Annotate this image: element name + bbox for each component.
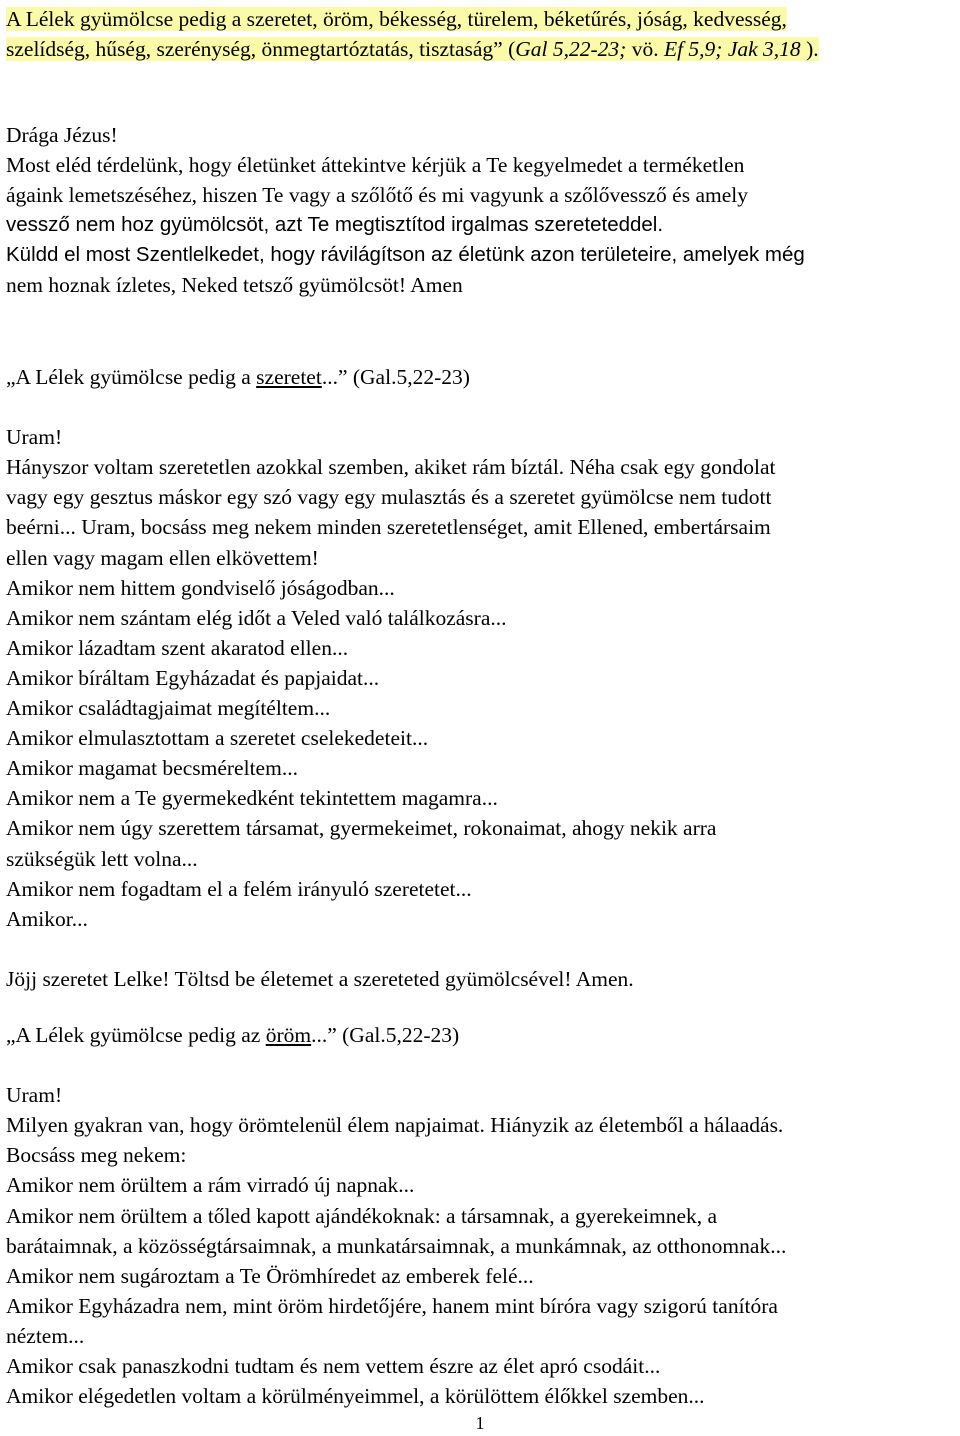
prayer-line: Hányszor voltam szeretetlen azokkal szemben, akiket rám bíztál. Néha csak egy gondolat bbox=[6, 455, 776, 480]
closing-line: Jöjj szeretet Lelke! Töltsd be életemet a szereteted gyümölcsével! Amen. bbox=[6, 966, 634, 991]
list-item: Amikor nem szántam elég időt a Veled való találkozásra... bbox=[6, 605, 507, 630]
prayer-line: ágaink lemetszéséhez, hiszen Te vagy a szőlőtő és mi vagyunk a szőlővessző és amely bbox=[6, 183, 749, 208]
list-item: Amikor nem hittem gondviselő jóságodban... bbox=[6, 575, 395, 600]
scripture-reference: Gal 5,22-23; bbox=[515, 37, 627, 62]
list-item: Amikor... bbox=[6, 906, 88, 931]
greeting: Uram! bbox=[6, 425, 63, 450]
prayer-line: vessző nem hoz gyümölcsöt, azt Te megtisztítod irgalmas szereteteddel. bbox=[6, 213, 664, 237]
list-item: Amikor nem örültem a rám virradó új napnak... bbox=[6, 1173, 415, 1198]
prayer-line: Küldd el most Szentlelkedet, hogy rávilágítson az életünk azon területeire, amelyek még bbox=[6, 243, 805, 267]
underlined-keyword: szeretet bbox=[256, 365, 322, 389]
intro-quote bbox=[6, 4, 819, 64]
list-item: Amikor csak panaszkodni tudtam és nem vettem észre az élet apró csodáit... bbox=[6, 1354, 661, 1379]
section-heading: „A Lélek gyümölcse pedig a szeretet...” (Gal.5,22-23) bbox=[6, 365, 470, 389]
section-heading: „A Lélek gyümölcse pedig az öröm...” (Gal.5,22-23) bbox=[6, 1023, 460, 1047]
section-love bbox=[6, 362, 776, 994]
greeting: Drága Jézus! bbox=[6, 123, 118, 147]
underlined-keyword: öröm bbox=[265, 1023, 312, 1047]
list-item: Amikor elégedetlen voltam a körülményeimmel, a körülöttem élőkkel szemben... bbox=[6, 1384, 705, 1409]
list-item: Amikor nem sugároztam a Te Örömhíredet az emberek felé... bbox=[6, 1263, 534, 1288]
list-item: néztem... bbox=[6, 1323, 85, 1348]
list-item: Amikor Egyházadra nem, mint öröm hirdetőjére, hanem mint bíróra vagy szigorú tanítóra bbox=[6, 1293, 778, 1318]
highlighted-text: szelídség, hűség, szerénység, önmegtartóztatás, tisztaság” (Gal 5,22-23; vö. Ef 5,9; Jak 3,18 ). bbox=[6, 37, 819, 62]
prayer-line: nem hoznak ízletes, Neked tetsző gyümölcsöt! Amen bbox=[6, 273, 463, 298]
list-item: Amikor bíráltam Egyházadat és papjaidat... bbox=[6, 665, 380, 690]
list-item: Amikor lázadtam szent akaratod ellen... bbox=[6, 635, 349, 660]
prayer-intro bbox=[6, 120, 805, 301]
list-item: Amikor nem a Te gyermekedként tekintettem magamra... bbox=[6, 786, 498, 811]
list-item: Amikor nem úgy szerettem társamat, gyermekeimet, rokonaimat, ahogy nekik arra bbox=[6, 816, 717, 841]
scripture-reference: Ef 5,9; Jak 3,18 bbox=[663, 37, 801, 62]
list-item: Amikor nem fogadtam el a felém irányuló szeretetet... bbox=[6, 876, 472, 901]
prayer-line: Milyen gyakran van, hogy örömtelenül élem napjaimat. Hiányzik az életemből a hálaadás. bbox=[6, 1113, 784, 1138]
page-number: 1 bbox=[475, 1413, 485, 1433]
list-item: szükségük lett volna... bbox=[6, 846, 198, 871]
list-item: Amikor családtagjaimat megítéltem... bbox=[6, 696, 331, 721]
greeting: Uram! bbox=[6, 1083, 63, 1108]
prayer-line: vagy egy gesztus máskor egy szó vagy egy mulasztás és a szeretet gyümölcse nem tudott bbox=[6, 485, 772, 510]
list-item: Amikor nem örültem a tőled kapott ajándékoknak: a társamnak, a gyerekeimnek, a bbox=[6, 1203, 718, 1228]
list-item: barátaimnak, a közösségtársaimnak, a munkatársaimnak, a munkámnak, az otthonomnak... bbox=[6, 1233, 787, 1258]
prayer-line: beérni... Uram, bocsáss meg nekem minden szeretetlenséget, amit Ellened, embertársaim bbox=[6, 515, 771, 540]
highlighted-text: A Lélek gyümölcse pedig a szeretet, öröm, békesség, türelem, béketűrés, jóság, kedvesség, bbox=[6, 7, 787, 31]
list-item: Amikor magamat becsméreltem... bbox=[6, 756, 298, 781]
list-item: Amikor elmulasztottam a szeretet cselekedeteit... bbox=[6, 726, 429, 751]
prayer-line: Bocsáss meg nekem: bbox=[6, 1143, 187, 1168]
section-joy bbox=[6, 1020, 786, 1411]
prayer-line: Most eléd térdelünk, hogy életünket áttekintve kérjük a Te kegyelmedet a terméketlen bbox=[6, 153, 745, 178]
prayer-line: ellen vagy magam ellen elkövettem! bbox=[6, 545, 319, 570]
